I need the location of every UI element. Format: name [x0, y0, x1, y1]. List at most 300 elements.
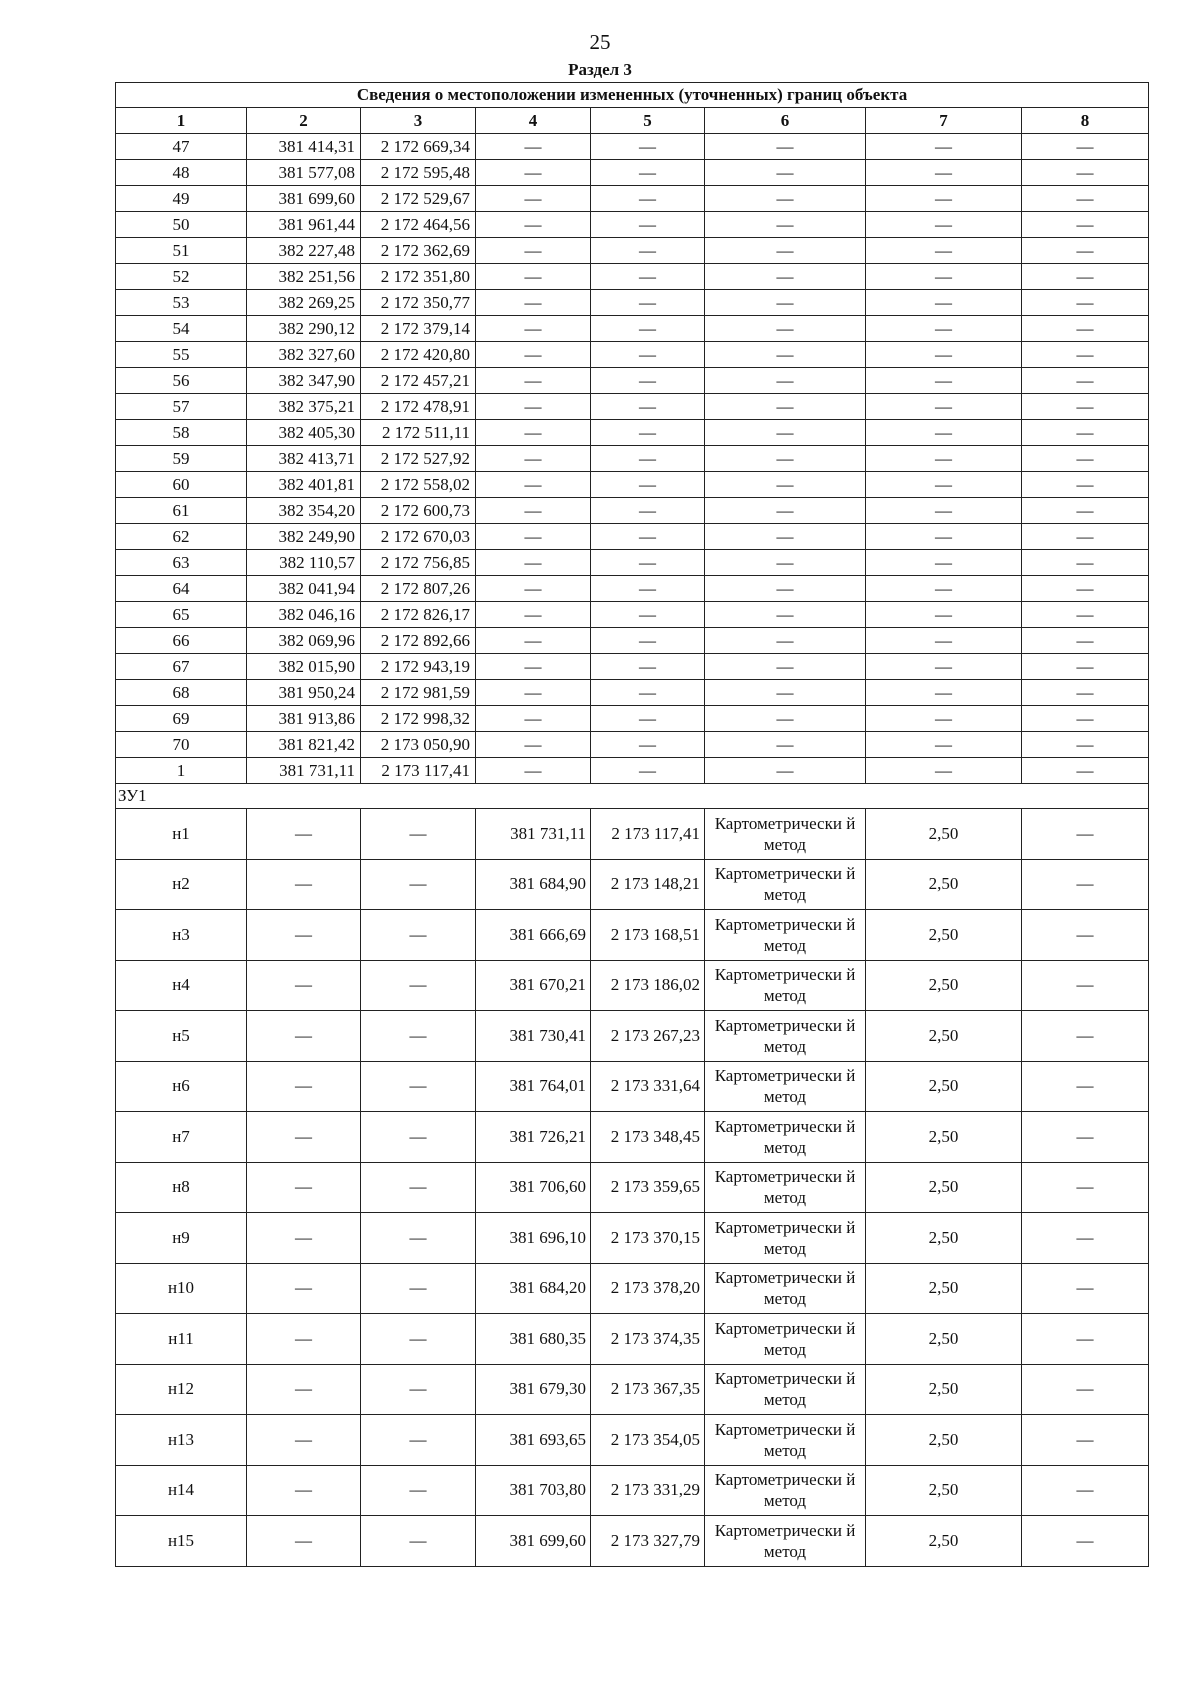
y-coordinate-cell: 2 172 351,80 [361, 264, 476, 290]
empty-dash-cell: — [476, 212, 591, 238]
empty-dash-cell: — [476, 134, 591, 160]
x-coordinate-cell: 382 269,25 [247, 290, 361, 316]
point-id-cell: 59 [116, 446, 247, 472]
accuracy-cell: 2,50 [866, 1061, 1022, 1112]
column-header: 1 [116, 108, 247, 134]
empty-dash-cell: — [1022, 316, 1149, 342]
empty-dash-cell: — [591, 290, 705, 316]
section-title: Раздел 3 [568, 60, 632, 79]
point-id-cell: н15 [116, 1516, 247, 1567]
x-coordinate-cell: 381 670,21 [476, 960, 591, 1011]
table-row [116, 1314, 1149, 1365]
x-coordinate-cell: 382 110,57 [247, 550, 361, 576]
empty-dash-cell: — [866, 394, 1022, 420]
empty-dash-cell: — [476, 602, 591, 628]
point-id-cell: 54 [116, 316, 247, 342]
empty-dash-cell: — [705, 706, 866, 732]
point-id-cell: н6 [116, 1061, 247, 1112]
empty-dash-cell: — [247, 1112, 361, 1163]
y-coordinate-cell: 2 173 050,90 [361, 732, 476, 758]
empty-dash-cell: — [866, 316, 1022, 342]
group-label: ЗУ1 [116, 784, 1149, 809]
empty-dash-cell: — [705, 368, 866, 394]
method-cell: Картометрически й метод [705, 1465, 866, 1516]
empty-dash-cell: — [705, 342, 866, 368]
empty-dash-cell: — [247, 1415, 361, 1466]
empty-dash-cell: — [247, 1162, 361, 1213]
y-coordinate-cell: 2 172 362,69 [361, 238, 476, 264]
x-coordinate-cell: 381 961,44 [247, 212, 361, 238]
table-row [116, 1011, 1149, 1062]
table-row [116, 1112, 1149, 1163]
point-id-cell: 62 [116, 524, 247, 550]
point-id-cell: н5 [116, 1011, 247, 1062]
x-coordinate-cell: 382 405,30 [247, 420, 361, 446]
point-id-cell: 1 [116, 758, 247, 784]
empty-dash-cell: — [1022, 134, 1149, 160]
table-row [116, 602, 1149, 628]
empty-dash-cell: — [1022, 550, 1149, 576]
boundary-table [115, 82, 1149, 1567]
x-coordinate-cell: 381 731,11 [247, 758, 361, 784]
accuracy-cell: 2,50 [866, 910, 1022, 961]
y-coordinate-cell: 2 172 892,66 [361, 628, 476, 654]
point-id-cell: 56 [116, 368, 247, 394]
x-coordinate-cell: 381 577,08 [247, 160, 361, 186]
table-row [116, 290, 1149, 316]
method-cell: Картометрически й метод [705, 809, 866, 860]
x-coordinate-cell: 381 913,86 [247, 706, 361, 732]
empty-dash-cell: — [476, 732, 591, 758]
x-coordinate-cell: 381 680,35 [476, 1314, 591, 1365]
x-coordinate-cell: 381 950,24 [247, 680, 361, 706]
table-row [116, 368, 1149, 394]
empty-dash-cell: — [1022, 1516, 1149, 1567]
empty-dash-cell: — [247, 1263, 361, 1314]
empty-dash-cell: — [591, 420, 705, 446]
point-id-cell: 63 [116, 550, 247, 576]
y-coordinate-cell: 2 172 529,67 [361, 186, 476, 212]
empty-dash-cell: — [705, 628, 866, 654]
x-coordinate-cell: 381 666,69 [476, 910, 591, 961]
accuracy-cell: 2,50 [866, 1112, 1022, 1163]
y-coordinate-cell: 2 172 669,34 [361, 134, 476, 160]
empty-dash-cell: — [705, 472, 866, 498]
x-coordinate-cell: 381 693,65 [476, 1415, 591, 1466]
point-id-cell: 66 [116, 628, 247, 654]
empty-dash-cell: — [361, 1213, 476, 1264]
point-id-cell: н1 [116, 809, 247, 860]
empty-dash-cell: — [591, 576, 705, 602]
empty-dash-cell: — [705, 316, 866, 342]
table-row [116, 910, 1149, 961]
empty-dash-cell: — [705, 524, 866, 550]
method-cell: Картометрически й метод [705, 1516, 866, 1567]
empty-dash-cell: — [866, 758, 1022, 784]
x-coordinate-cell: 381 699,60 [476, 1516, 591, 1567]
empty-dash-cell: — [591, 342, 705, 368]
empty-dash-cell: — [1022, 472, 1149, 498]
point-id-cell: н13 [116, 1415, 247, 1466]
empty-dash-cell: — [866, 602, 1022, 628]
accuracy-cell: 2,50 [866, 1415, 1022, 1466]
accuracy-cell: 2,50 [866, 1162, 1022, 1213]
empty-dash-cell: — [476, 342, 591, 368]
empty-dash-cell: — [1022, 264, 1149, 290]
x-coordinate-cell: 382 354,20 [247, 498, 361, 524]
empty-dash-cell: — [476, 264, 591, 290]
empty-dash-cell: — [476, 576, 591, 602]
empty-dash-cell: — [591, 550, 705, 576]
x-coordinate-cell: 382 375,21 [247, 394, 361, 420]
empty-dash-cell: — [591, 368, 705, 394]
point-id-cell: 70 [116, 732, 247, 758]
empty-dash-cell: — [705, 394, 866, 420]
y-coordinate-cell: 2 172 756,85 [361, 550, 476, 576]
empty-dash-cell: — [247, 859, 361, 910]
empty-dash-cell: — [361, 1061, 476, 1112]
empty-dash-cell: — [705, 446, 866, 472]
empty-dash-cell: — [866, 576, 1022, 602]
point-id-cell: 52 [116, 264, 247, 290]
empty-dash-cell: — [1022, 1213, 1149, 1264]
group-row [116, 784, 1149, 809]
point-id-cell: н3 [116, 910, 247, 961]
point-id-cell: 61 [116, 498, 247, 524]
empty-dash-cell: — [361, 1415, 476, 1466]
empty-dash-cell: — [705, 290, 866, 316]
empty-dash-cell: — [247, 809, 361, 860]
point-id-cell: н10 [116, 1263, 247, 1314]
empty-dash-cell: — [866, 498, 1022, 524]
point-id-cell: 53 [116, 290, 247, 316]
empty-dash-cell: — [591, 654, 705, 680]
point-id-cell: н14 [116, 1465, 247, 1516]
empty-dash-cell: — [705, 550, 866, 576]
accuracy-cell: 2,50 [866, 859, 1022, 910]
empty-dash-cell: — [1022, 576, 1149, 602]
x-coordinate-cell: 381 414,31 [247, 134, 361, 160]
column-header: 2 [247, 108, 361, 134]
point-id-cell: н11 [116, 1314, 247, 1365]
point-id-cell: 64 [116, 576, 247, 602]
empty-dash-cell: — [866, 550, 1022, 576]
y-coordinate-cell: 2 173 327,79 [591, 1516, 705, 1567]
method-cell: Картометрически й метод [705, 859, 866, 910]
empty-dash-cell: — [866, 472, 1022, 498]
x-coordinate-cell: 382 249,90 [247, 524, 361, 550]
x-coordinate-cell: 381 821,42 [247, 732, 361, 758]
empty-dash-cell: — [247, 1364, 361, 1415]
empty-dash-cell: — [1022, 758, 1149, 784]
x-coordinate-cell: 381 726,21 [476, 1112, 591, 1163]
empty-dash-cell: — [476, 160, 591, 186]
x-coordinate-cell: 382 069,96 [247, 628, 361, 654]
empty-dash-cell: — [866, 420, 1022, 446]
column-header: 3 [361, 108, 476, 134]
table-row [116, 758, 1149, 784]
empty-dash-cell: — [591, 732, 705, 758]
point-id-cell: 49 [116, 186, 247, 212]
x-coordinate-cell: 382 327,60 [247, 342, 361, 368]
table-row [116, 394, 1149, 420]
empty-dash-cell: — [1022, 602, 1149, 628]
point-id-cell: 55 [116, 342, 247, 368]
empty-dash-cell: — [476, 420, 591, 446]
empty-dash-cell: — [705, 134, 866, 160]
table-row [116, 960, 1149, 1011]
x-coordinate-cell: 382 401,81 [247, 472, 361, 498]
empty-dash-cell: — [866, 290, 1022, 316]
empty-dash-cell: — [1022, 1061, 1149, 1112]
empty-dash-cell: — [247, 910, 361, 961]
empty-dash-cell: — [1022, 680, 1149, 706]
y-coordinate-cell: 2 173 331,64 [591, 1061, 705, 1112]
table-row [116, 212, 1149, 238]
y-coordinate-cell: 2 173 359,65 [591, 1162, 705, 1213]
accuracy-cell: 2,50 [866, 1314, 1022, 1365]
method-cell: Картометрически й метод [705, 1415, 866, 1466]
y-coordinate-cell: 2 172 464,56 [361, 212, 476, 238]
table-row [116, 446, 1149, 472]
empty-dash-cell: — [705, 160, 866, 186]
empty-dash-cell: — [361, 910, 476, 961]
point-id-cell: н9 [116, 1213, 247, 1264]
accuracy-cell: 2,50 [866, 1011, 1022, 1062]
x-coordinate-cell: 382 347,90 [247, 368, 361, 394]
y-coordinate-cell: 2 173 148,21 [591, 859, 705, 910]
table-caption: Сведения о местоположении измененных (уточненных) границ объекта [116, 83, 1149, 108]
column-header: 7 [866, 108, 1022, 134]
empty-dash-cell: — [866, 732, 1022, 758]
empty-dash-cell: — [476, 706, 591, 732]
empty-dash-cell: — [866, 134, 1022, 160]
empty-dash-cell: — [591, 680, 705, 706]
y-coordinate-cell: 2 172 350,77 [361, 290, 476, 316]
empty-dash-cell: — [705, 498, 866, 524]
empty-dash-cell: — [361, 1465, 476, 1516]
empty-dash-cell: — [591, 602, 705, 628]
empty-dash-cell: — [591, 394, 705, 420]
y-coordinate-cell: 2 172 943,19 [361, 654, 476, 680]
y-coordinate-cell: 2 172 511,11 [361, 420, 476, 446]
empty-dash-cell: — [591, 316, 705, 342]
empty-dash-cell: — [866, 160, 1022, 186]
empty-dash-cell: — [705, 576, 866, 602]
point-id-cell: н4 [116, 960, 247, 1011]
empty-dash-cell: — [1022, 628, 1149, 654]
empty-dash-cell: — [591, 264, 705, 290]
x-coordinate-cell: 381 699,60 [247, 186, 361, 212]
y-coordinate-cell: 2 172 379,14 [361, 316, 476, 342]
y-coordinate-cell: 2 172 595,48 [361, 160, 476, 186]
empty-dash-cell: — [361, 859, 476, 910]
y-coordinate-cell: 2 173 186,02 [591, 960, 705, 1011]
method-cell: Картометрически й метод [705, 960, 866, 1011]
empty-dash-cell: — [476, 654, 591, 680]
empty-dash-cell: — [1022, 368, 1149, 394]
empty-dash-cell: — [361, 809, 476, 860]
accuracy-cell: 2,50 [866, 960, 1022, 1011]
empty-dash-cell: — [247, 1213, 361, 1264]
table-row [116, 809, 1149, 860]
table-row [116, 1213, 1149, 1264]
y-coordinate-cell: 2 172 527,92 [361, 446, 476, 472]
table-row [116, 680, 1149, 706]
y-coordinate-cell: 2 172 807,26 [361, 576, 476, 602]
point-id-cell: 60 [116, 472, 247, 498]
empty-dash-cell: — [476, 680, 591, 706]
x-coordinate-cell: 382 413,71 [247, 446, 361, 472]
table-row [116, 1465, 1149, 1516]
empty-dash-cell: — [476, 446, 591, 472]
empty-dash-cell: — [866, 186, 1022, 212]
empty-dash-cell: — [705, 758, 866, 784]
empty-dash-cell: — [591, 134, 705, 160]
y-coordinate-cell: 2 173 348,45 [591, 1112, 705, 1163]
empty-dash-cell: — [476, 758, 591, 784]
empty-dash-cell: — [247, 1061, 361, 1112]
empty-dash-cell: — [361, 1162, 476, 1213]
x-coordinate-cell: 382 290,12 [247, 316, 361, 342]
empty-dash-cell: — [705, 264, 866, 290]
empty-dash-cell: — [1022, 238, 1149, 264]
empty-dash-cell: — [591, 628, 705, 654]
method-cell: Картометрически й метод [705, 1112, 866, 1163]
y-coordinate-cell: 2 173 331,29 [591, 1465, 705, 1516]
empty-dash-cell: — [361, 1314, 476, 1365]
y-coordinate-cell: 2 172 600,73 [361, 498, 476, 524]
empty-dash-cell: — [247, 1314, 361, 1365]
empty-dash-cell: — [1022, 524, 1149, 550]
column-header: 5 [591, 108, 705, 134]
empty-dash-cell: — [1022, 394, 1149, 420]
empty-dash-cell: — [1022, 212, 1149, 238]
empty-dash-cell: — [1022, 1112, 1149, 1163]
y-coordinate-cell: 2 172 420,80 [361, 342, 476, 368]
point-id-cell: 65 [116, 602, 247, 628]
empty-dash-cell: — [591, 212, 705, 238]
y-coordinate-cell: 2 173 267,23 [591, 1011, 705, 1062]
accuracy-cell: 2,50 [866, 1516, 1022, 1567]
empty-dash-cell: — [476, 186, 591, 212]
table-row [116, 628, 1149, 654]
empty-dash-cell: — [1022, 859, 1149, 910]
y-coordinate-cell: 2 172 826,17 [361, 602, 476, 628]
point-id-cell: н2 [116, 859, 247, 910]
empty-dash-cell: — [476, 472, 591, 498]
empty-dash-cell: — [476, 238, 591, 264]
table-row [116, 550, 1149, 576]
point-id-cell: 68 [116, 680, 247, 706]
empty-dash-cell: — [247, 1465, 361, 1516]
empty-dash-cell: — [866, 212, 1022, 238]
empty-dash-cell: — [705, 238, 866, 264]
x-coordinate-cell: 381 703,80 [476, 1465, 591, 1516]
empty-dash-cell: — [361, 1263, 476, 1314]
point-id-cell: 50 [116, 212, 247, 238]
empty-dash-cell: — [705, 212, 866, 238]
empty-dash-cell: — [1022, 654, 1149, 680]
empty-dash-cell: — [1022, 910, 1149, 961]
x-coordinate-cell: 382 015,90 [247, 654, 361, 680]
method-cell: Картометрически й метод [705, 1061, 866, 1112]
x-coordinate-cell: 381 706,60 [476, 1162, 591, 1213]
empty-dash-cell: — [866, 628, 1022, 654]
table-row [116, 134, 1149, 160]
column-header: 8 [1022, 108, 1149, 134]
table-row [116, 472, 1149, 498]
empty-dash-cell: — [247, 960, 361, 1011]
empty-dash-cell: — [361, 960, 476, 1011]
empty-dash-cell: — [361, 1011, 476, 1062]
empty-dash-cell: — [476, 550, 591, 576]
empty-dash-cell: — [591, 472, 705, 498]
empty-dash-cell: — [866, 524, 1022, 550]
empty-dash-cell: — [1022, 342, 1149, 368]
method-cell: Картометрически й метод [705, 910, 866, 961]
point-id-cell: 51 [116, 238, 247, 264]
empty-dash-cell: — [361, 1112, 476, 1163]
x-coordinate-cell: 382 227,48 [247, 238, 361, 264]
point-id-cell: 58 [116, 420, 247, 446]
empty-dash-cell: — [476, 498, 591, 524]
empty-dash-cell: — [247, 1011, 361, 1062]
empty-dash-cell: — [1022, 498, 1149, 524]
empty-dash-cell: — [476, 316, 591, 342]
empty-dash-cell: — [705, 680, 866, 706]
empty-dash-cell: — [866, 238, 1022, 264]
column-header: 6 [705, 108, 866, 134]
table-row [116, 1364, 1149, 1415]
accuracy-cell: 2,50 [866, 1263, 1022, 1314]
page-number: 25 [589, 30, 611, 54]
empty-dash-cell: — [591, 706, 705, 732]
x-coordinate-cell: 382 046,16 [247, 602, 361, 628]
empty-dash-cell: — [1022, 732, 1149, 758]
point-id-cell: 48 [116, 160, 247, 186]
method-cell: Картометрически й метод [705, 1314, 866, 1365]
y-coordinate-cell: 2 172 670,03 [361, 524, 476, 550]
empty-dash-cell: — [1022, 706, 1149, 732]
table-row [116, 1061, 1149, 1112]
x-coordinate-cell: 381 684,20 [476, 1263, 591, 1314]
accuracy-cell: 2,50 [866, 1465, 1022, 1516]
table-row [116, 576, 1149, 602]
empty-dash-cell: — [705, 420, 866, 446]
table-row [116, 316, 1149, 342]
y-coordinate-cell: 2 172 457,21 [361, 368, 476, 394]
table-row [116, 1162, 1149, 1213]
empty-dash-cell: — [866, 446, 1022, 472]
y-coordinate-cell: 2 173 168,51 [591, 910, 705, 961]
x-coordinate-cell: 382 251,56 [247, 264, 361, 290]
empty-dash-cell: — [705, 186, 866, 212]
point-id-cell: н12 [116, 1364, 247, 1415]
table-row [116, 186, 1149, 212]
table-row [116, 264, 1149, 290]
empty-dash-cell: — [866, 680, 1022, 706]
empty-dash-cell: — [866, 368, 1022, 394]
accuracy-cell: 2,50 [866, 1364, 1022, 1415]
table-row [116, 342, 1149, 368]
method-cell: Картометрически й метод [705, 1263, 866, 1314]
empty-dash-cell: — [591, 758, 705, 784]
table-row [116, 1516, 1149, 1567]
point-id-cell: 69 [116, 706, 247, 732]
empty-dash-cell: — [247, 1516, 361, 1567]
column-header: 4 [476, 108, 591, 134]
